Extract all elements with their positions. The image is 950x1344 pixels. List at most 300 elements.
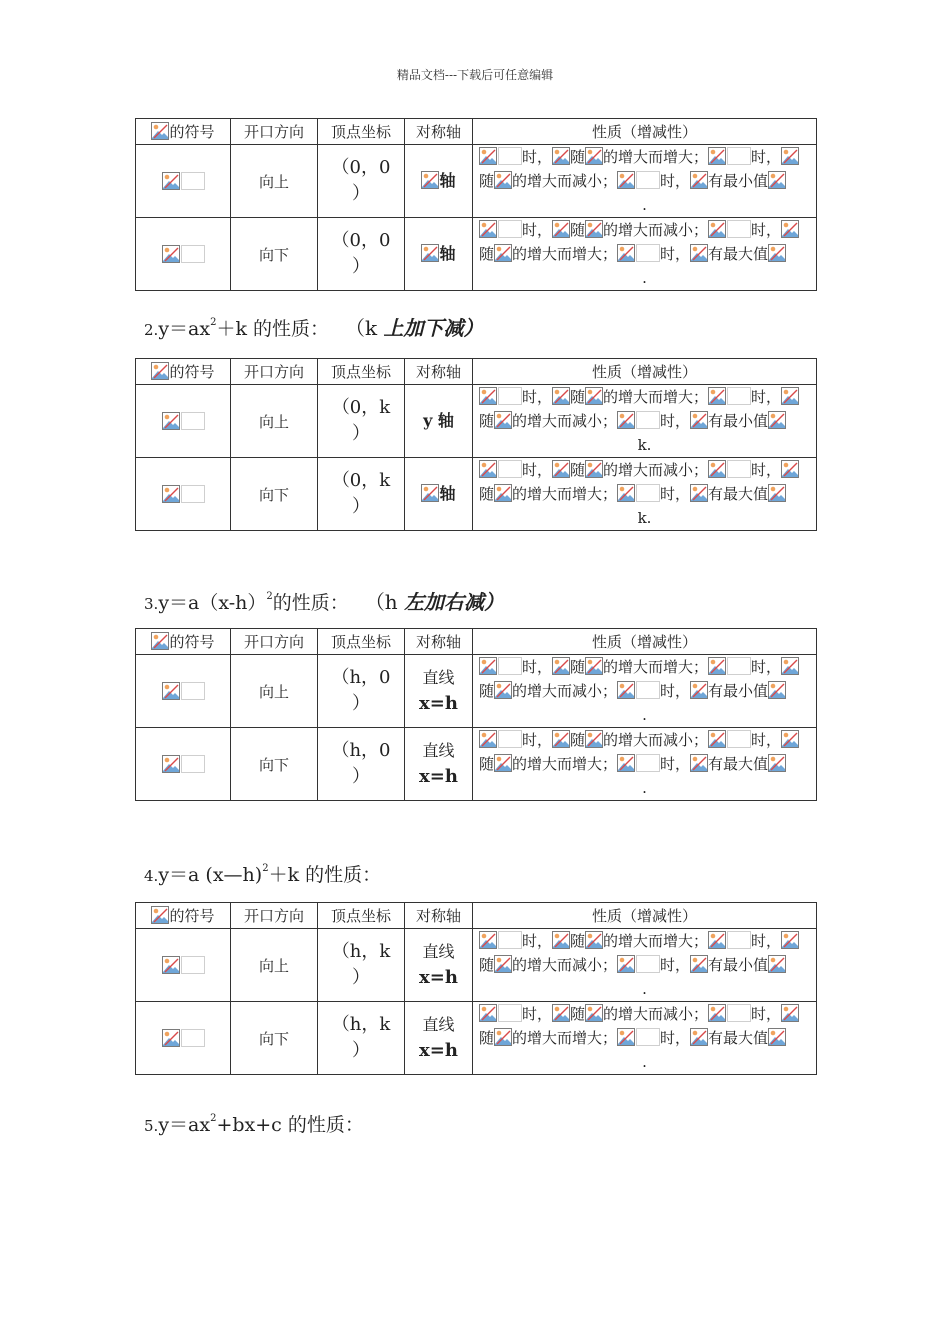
table-row [136,655,817,728]
col-sign [136,903,231,929]
header-label: 开口方向 [243,633,304,651]
axis-cell [405,218,473,291]
placeholder-box [498,147,522,165]
text: 有最大值 [708,485,769,503]
formula-icon [690,484,708,502]
header-label: 的符号 [169,907,215,925]
header-label: 开口方向 [243,907,304,925]
property-cell [473,458,817,531]
formula-icon [421,244,439,262]
col-vertex [318,119,405,145]
text: 时， [751,1005,782,1023]
text: 时， [522,731,553,749]
formula-icon [708,657,726,675]
formula-icon [162,412,180,430]
axis-text: 轴 [439,244,456,263]
text: 随 [570,148,586,166]
text: 时， [751,658,782,676]
formula-icon [494,411,512,429]
text: 的增大而减小； [603,221,709,239]
formula-icon [494,955,512,973]
table-row [136,218,817,291]
exponent: 2 [262,863,269,874]
formula-icon [690,411,708,429]
formula-icon [494,484,512,502]
property-table [135,118,817,291]
placeholder-box [636,171,660,189]
formula-icon [162,682,180,700]
sign-cell [136,655,231,728]
direction-cell: 向上 [231,655,318,728]
placeholder-box [181,1029,205,1047]
text: 时， [522,932,553,950]
vertex-line-1: （0，0 [331,157,391,178]
formula-text: 的性质： [272,592,349,614]
text: 的增大而增大； [512,245,618,263]
axis-line-1: 直线 [422,942,455,961]
header-label: 性质（增减性） [591,633,697,651]
text: 随 [570,388,586,406]
header-label: 性质（增减性） [591,907,697,925]
formula-icon [151,632,169,650]
sign-cell [136,385,231,458]
header-label: 开口方向 [243,123,304,141]
header-label: 顶点坐标 [330,363,391,381]
value-line: k. [637,436,652,454]
formula-text: ＋k 的性质： [268,864,382,886]
vertex-line-2: ） [352,183,370,204]
axis-line-2: x=h [419,766,458,787]
formula-icon [494,754,512,772]
axis-line-2: x=h [419,967,458,988]
text: 时， [522,1005,553,1023]
formula-icon [585,657,603,675]
table-row [136,929,817,1002]
value-line: . [642,980,647,998]
axis-cell [405,145,473,218]
text: 时， [522,388,553,406]
text: 的增大而增大； [512,1029,618,1047]
property-cell [473,929,817,1002]
value-line: k. [637,509,652,527]
placeholder-box [636,955,660,973]
property-cell [473,728,817,801]
formula-text: y＝a（x-h） [158,592,267,614]
formula-icon [162,956,180,974]
placeholder-box [498,1004,522,1022]
section-title [144,312,484,341]
col-property [473,629,817,655]
direction-cell: 向下 [231,218,318,291]
placeholder-box [636,681,660,699]
header-label: 性质（增减性） [591,123,697,141]
vertex-cell [318,218,405,291]
vertex-line-2: ） [352,496,370,517]
axis-line-2: x=h [419,693,458,714]
section-number: 4. [144,867,159,885]
formula-icon [479,460,497,478]
placeholder-box [181,682,205,700]
formula-icon [690,244,708,262]
axis-cell [405,655,473,728]
formula-text: y＝ax [158,318,211,340]
formula-icon [421,484,439,502]
placeholder-box [727,147,751,165]
table-row [136,458,817,531]
text: 时， [660,172,691,190]
formula-icon [494,1028,512,1046]
text: 有最小值 [708,172,769,190]
text: 时， [660,485,691,503]
note-emphasis: 上加下减） [383,316,484,340]
header-label: 对称轴 [415,633,461,651]
col-axis [405,119,473,145]
formula-icon [690,1028,708,1046]
table-row [136,1002,817,1075]
table-header-row [136,629,817,655]
vertex-line-1: （h，k [331,941,391,962]
property-cell [473,655,817,728]
sign-cell [136,728,231,801]
formula-icon [617,171,635,189]
vertex-line-1: （h，k [331,1014,391,1035]
col-direction [231,119,318,145]
text: 时， [522,658,553,676]
sign-cell [136,145,231,218]
col-vertex [318,629,405,655]
text: 随 [479,755,495,773]
note-emphasis: 左加右减） [404,590,505,614]
placeholder-box [636,411,660,429]
value-line: . [642,196,647,214]
text: 的增大而减小； [603,1005,709,1023]
axis-label [421,244,455,263]
formula-icon [151,122,169,140]
col-property [473,903,817,929]
col-axis [405,359,473,385]
property-cell [473,1002,817,1075]
col-direction [231,903,318,929]
text: 随 [570,932,586,950]
sign-cell [136,218,231,291]
formula-icon [768,484,786,502]
formula-icon [151,362,169,380]
placeholder-box [727,931,751,949]
formula-icon [708,147,726,165]
col-vertex [318,359,405,385]
text: 时， [751,388,782,406]
placeholder-box [181,755,205,773]
formula-icon [617,955,635,973]
header-label: 对称轴 [415,907,461,925]
formula-icon [585,147,603,165]
formula-icon [690,955,708,973]
formula-icon [781,460,799,478]
col-property [473,359,817,385]
formula-icon [479,657,497,675]
formula-icon [781,387,799,405]
vertex-line-2: ） [352,256,370,277]
axis-cell [405,728,473,801]
text: 时， [522,461,553,479]
text: 时， [751,731,782,749]
text: 的增大而增大； [603,148,709,166]
formula-icon [479,147,497,165]
formula-icon [552,220,570,238]
text: 的增大而减小； [512,682,618,700]
placeholder-box [636,1028,660,1046]
placeholder-box [181,485,205,503]
text: 的增大而减小； [512,172,618,190]
formula-icon [585,730,603,748]
text: 的增大而增大； [603,388,709,406]
formula-icon [768,681,786,699]
sign-cell [136,458,231,531]
vertex-cell [318,145,405,218]
text: 随 [570,731,586,749]
note-text: （h [374,590,405,614]
text: 时， [660,1029,691,1047]
formula-icon [617,754,635,772]
formula-icon [151,906,169,924]
formula-icon [617,411,635,429]
vertex-cell [318,385,405,458]
formula-icon [768,1028,786,1046]
col-axis [405,629,473,655]
col-sign [136,119,231,145]
placeholder-box [727,387,751,405]
col-direction [231,359,318,385]
vertex-cell [318,929,405,1002]
placeholder-box [636,484,660,502]
axis-cell [405,929,473,1002]
axis-line-1: 直线 [422,741,455,760]
vertex-line-1: （0，k [331,397,391,418]
vertex-line-2: ） [352,967,370,988]
value-line: . [642,269,647,287]
section-title [144,1110,364,1137]
axis-cell [405,1002,473,1075]
col-vertex [318,903,405,929]
text: 有最大值 [708,755,769,773]
placeholder-box [727,730,751,748]
formula-icon [162,172,180,190]
header-label: 顶点坐标 [330,907,391,925]
vertex-line-2: ） [352,423,370,444]
formula-icon [708,387,726,405]
placeholder-box [498,730,522,748]
formula-icon [617,244,635,262]
col-axis [405,903,473,929]
header-label: 性质（增减性） [591,363,697,381]
header-label: 的符号 [169,633,215,651]
text: 随 [479,956,495,974]
formula-text: y＝a (x—h) [158,864,263,886]
text: 有最小值 [708,956,769,974]
formula-icon [479,730,497,748]
table-header-row [136,359,817,385]
formula-icon [479,387,497,405]
table-row [136,385,817,458]
value-line: . [642,779,647,797]
section-number: 2. [144,321,159,339]
text: 随 [479,485,495,503]
axis-cell [405,458,473,531]
formula-icon [781,220,799,238]
text: 随 [570,461,586,479]
text: 随 [570,221,586,239]
text: 时， [660,682,691,700]
text: 时， [660,956,691,974]
formula-icon [781,730,799,748]
section-title [144,860,381,887]
exponent: 2 [210,1113,217,1124]
axis-text: 轴 [439,171,456,190]
formula-icon [781,931,799,949]
formula-icon [421,171,439,189]
text: 时， [751,932,782,950]
header-label: 顶点坐标 [330,633,391,651]
direction-cell: 向下 [231,1002,318,1075]
text: 的增大而减小； [512,412,618,430]
placeholder-box [181,245,205,263]
text: 时， [522,148,553,166]
text: 随 [479,412,495,430]
text: 的增大而减小； [512,956,618,974]
axis-cell [405,385,473,458]
formula-icon [768,754,786,772]
axis-label [421,484,455,503]
table-header-row [136,119,817,145]
formula-icon [552,730,570,748]
text: 的增大而减小； [603,461,709,479]
formula-text: y＝ax [158,1114,211,1136]
formula-icon [162,245,180,263]
header-label: 对称轴 [415,363,461,381]
formula-icon [552,657,570,675]
page-header: 精品文档---下载后可任意编辑 [396,68,554,82]
vertex-cell [318,458,405,531]
text: 随 [570,658,586,676]
formula-icon [494,171,512,189]
vertex-line-1: （h，0 [331,667,391,688]
header-label: 顶点坐标 [330,123,391,141]
placeholder-box [727,220,751,238]
text: 时， [751,221,782,239]
section-number: 3. [144,595,159,613]
formula-icon [552,1004,570,1022]
formula-icon [708,460,726,478]
vertex-cell [318,1002,405,1075]
formula-icon [690,171,708,189]
formula-icon [617,681,635,699]
formula-icon [552,931,570,949]
section-title [144,586,504,615]
direction-cell: 向上 [231,385,318,458]
text: 的增大而增大； [512,485,618,503]
formula-icon [552,147,570,165]
formula-icon [617,1028,635,1046]
property-table [135,902,817,1075]
col-sign [136,629,231,655]
direction-cell: 向下 [231,458,318,531]
placeholder-box [727,1004,751,1022]
value-line: . [642,1053,647,1071]
formula-icon [479,931,497,949]
vertex-cell [318,655,405,728]
axis-line-1: 直线 [422,668,455,687]
property-cell [473,385,817,458]
placeholder-box [181,412,205,430]
placeholder-box [636,754,660,772]
formula-icon [768,171,786,189]
value-line: . [642,706,647,724]
placeholder-box [498,657,522,675]
vertex-line-2: ） [352,766,370,787]
text: 随 [479,1029,495,1047]
table-header-row [136,903,817,929]
formula-icon [768,244,786,262]
vertex-line-1: （0，k [331,470,391,491]
formula-icon [781,1004,799,1022]
property-cell [473,145,817,218]
text: 有最大值 [708,1029,769,1047]
table-row [136,145,817,218]
formula-icon [162,1029,180,1047]
formula-icon [552,387,570,405]
text: 时， [660,755,691,773]
section-note [375,590,504,614]
direction-cell: 向上 [231,145,318,218]
table-row [136,728,817,801]
header-label: 的符号 [169,123,215,141]
formula-icon [162,755,180,773]
formula-icon [479,1004,497,1022]
header-label: 的符号 [169,363,215,381]
formula-text: +bx+c 的性质： [216,1114,364,1136]
placeholder-box [727,460,751,478]
property-table [135,628,817,801]
text: 时， [751,148,782,166]
section-note [355,316,483,340]
header-label: 对称轴 [415,123,461,141]
placeholder-box [727,657,751,675]
text: 有最大值 [708,245,769,263]
text: 随 [570,1005,586,1023]
vertex-line-1: （h，0 [331,740,391,761]
text: 时， [522,221,553,239]
formula-icon [768,411,786,429]
formula-icon [479,220,497,238]
formula-icon [494,681,512,699]
note-text: （k [355,316,384,340]
vertex-line-2: ） [352,1040,370,1061]
header-label: 开口方向 [243,363,304,381]
axis-line-1: 直线 [422,1015,455,1034]
formula-icon [162,485,180,503]
placeholder-box [636,244,660,262]
col-direction [231,629,318,655]
vertex-line-2: ） [352,693,370,714]
sign-cell [136,929,231,1002]
placeholder-box [498,387,522,405]
placeholder-box [498,220,522,238]
formula-icon [585,387,603,405]
direction-cell: 向下 [231,728,318,801]
direction-cell: 向上 [231,929,318,1002]
text: 的增大而增大； [512,755,618,773]
text: 的增大而增大； [603,658,709,676]
